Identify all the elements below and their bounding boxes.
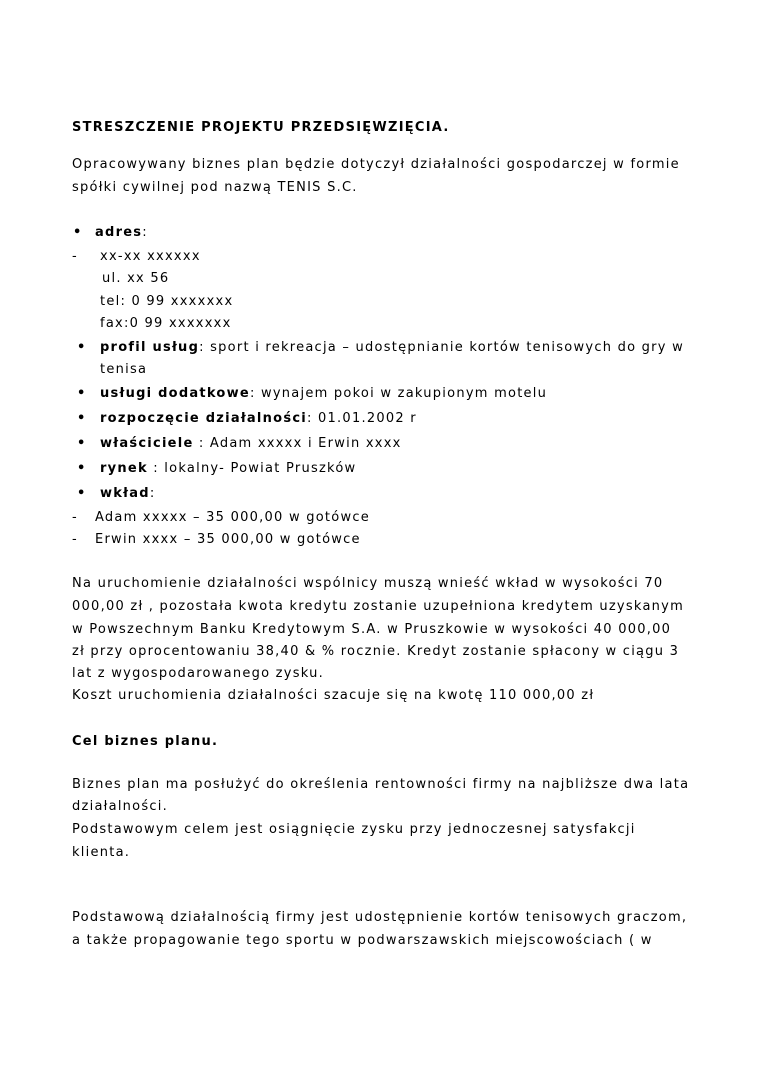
goal-line: Biznes plan ma posłużyć do określenia rentowności firmy na najbliższe dwa lata: [72, 777, 690, 792]
item-label: rozpoczęcie działalności: [100, 411, 307, 426]
bullet-icon: •: [77, 461, 86, 476]
goal-line: działalności.: [72, 799, 169, 814]
item-label: usługi dodatkowe: [100, 386, 250, 401]
contribution-line: Erwin xxxx – 35 000,00 w gotówce: [95, 532, 361, 547]
financing-line: Koszt uruchomienia działalności szacuje się na kwotę 110 000,00 zł: [72, 688, 595, 703]
bullet-icon: •: [77, 340, 86, 355]
list-item-start-date: [100, 411, 417, 427]
item-value: : 01.01.2002 r: [306, 411, 417, 426]
bullet-icon: •: [77, 411, 86, 426]
bullet-icon: •: [77, 436, 86, 451]
goal-line: Podstawowym celem jest osiągnięcie zysku przy jednoczesnej satysfakcji: [72, 822, 636, 837]
contribution-line: Adam xxxxx – 35 000,00 w gotówce: [95, 510, 371, 525]
dash-icon: -: [72, 510, 77, 525]
bullet-icon: •: [73, 225, 82, 240]
list-item-market: [100, 461, 356, 477]
bullet-icon: •: [77, 486, 86, 501]
item-value: :: [149, 486, 156, 501]
address-label: adres: [95, 225, 143, 240]
financing-line: lat z wygospodarowanego zysku.: [72, 666, 324, 681]
address-line: xx-xx xxxxxx: [100, 249, 201, 264]
dash-icon: -: [72, 532, 77, 547]
item-value-continued: tenisa: [100, 362, 148, 377]
activity-line: Podstawową działalnością firmy jest udostępnienie kortów tenisowych graczom,: [72, 910, 688, 925]
goal-line: klienta.: [72, 845, 131, 860]
item-value: : wynajem pokoi w zakupionym motelu: [249, 386, 548, 401]
list-item-service-profile: [100, 340, 684, 356]
address-item: [95, 225, 148, 241]
item-label: rynek: [100, 461, 148, 476]
list-item-extra-services: [100, 386, 547, 402]
bullet-icon: •: [77, 386, 86, 401]
financing-line: 000,00 zł , pozostała kwota kredytu zostanie uzupełniona kredytem uzyskanym: [72, 599, 685, 614]
item-value: : Adam xxxxx i Erwin xxxx: [193, 436, 402, 451]
financing-line: Na uruchomienie działalności wspólnicy muszą wnieść wkład w wysokości 70: [72, 576, 664, 591]
address-suffix: :: [142, 225, 148, 240]
list-item-contribution: [100, 486, 155, 502]
item-value: : lokalny- Powiat Pruszków: [147, 461, 357, 476]
intro-line-1: Opracowywany biznes plan będzie dotyczył działalności gospodarczej w formie: [72, 157, 680, 172]
item-value: : sport i rekreacja – udostępnianie kortów tenisowych do gry w: [199, 340, 684, 355]
item-label: właściciele: [100, 436, 194, 451]
address-line: tel: 0 99 xxxxxxx: [100, 294, 234, 309]
address-line: ul. xx 56: [102, 271, 170, 286]
item-label: wkład: [100, 486, 150, 501]
address-line: fax:0 99 xxxxxxx: [100, 316, 232, 331]
activity-line: a także propagowanie tego sportu w podwarszawskich miejscowościach ( w: [72, 933, 653, 948]
intro-line-2: spółki cywilnej pod nazwą TENIS S.C.: [72, 180, 358, 195]
financing-line: w Powszechnym Banku Kredytowym S.A. w Pruszkowie w wysokości 40 000,00: [72, 622, 672, 637]
section-heading-goal: Cel biznes planu.: [72, 734, 219, 749]
document-title: STRESZCZENIE PROJEKTU PRZEDSIĘWZIĘCIA.: [72, 120, 450, 135]
dash-icon: -: [72, 249, 77, 264]
financing-line: zł przy oprocentowaniu 38,40 & % rocznie. Kredyt zostanie spłacony w ciągu 3: [72, 644, 680, 659]
list-item-owners: [100, 436, 402, 452]
item-label: profil usług: [100, 340, 200, 355]
